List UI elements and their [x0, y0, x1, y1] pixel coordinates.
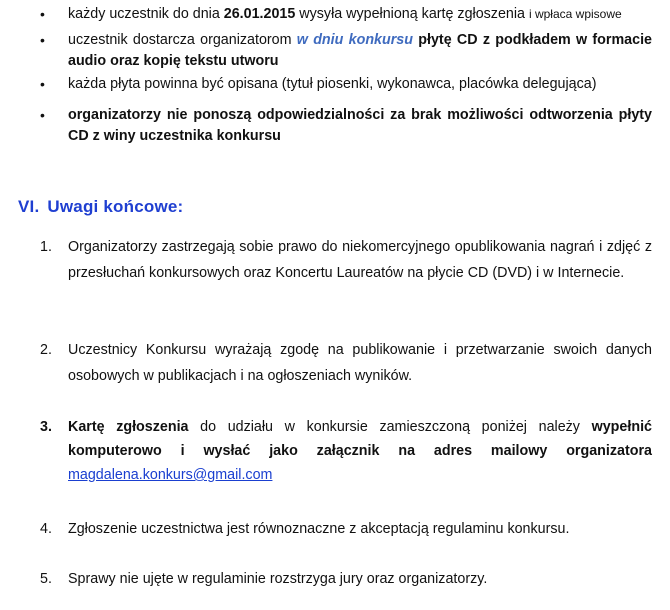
email-link[interactable]: magdalena.konkurs@gmail.com [68, 467, 273, 483]
bullet-item [40, 74, 652, 95]
text-run: płytę CD z podkładem w formacie audio oraz kopię tekstu utworu [68, 32, 653, 69]
text-run: uczestnik dostarcza organizatorom [68, 32, 297, 48]
numbered-item [40, 415, 652, 487]
text-run: każda płyta powinna być opisana (tytuł piosenki, wykonawca, placówka delegująca) [68, 76, 597, 92]
numbered-item [40, 566, 652, 592]
item-text [68, 234, 652, 286]
text-run: Kartę zgłoszenia [68, 419, 189, 435]
item-text [68, 337, 652, 389]
numbered-item [40, 516, 652, 542]
section-heading [18, 197, 183, 217]
item-number: 1. [40, 239, 52, 255]
item-text [68, 415, 652, 487]
text-run: Zgłoszenie uczestnictwa jest równoznaczne z akceptacją regulaminu konkursu. [68, 521, 570, 537]
bullet-item [40, 30, 652, 72]
text-run: Organizatorzy zastrzegają sobie prawo do niekomercyjnego opublikowania nagrań i zdjęć z przesłuchań konkursowych oraz Koncertu Laureatów na płycie CD (DVD) i w Internecie. [68, 239, 652, 281]
numbered-item [40, 337, 652, 389]
bullet-dot-icon: • [40, 32, 45, 48]
text-run: wysyła wypełnioną kartę zgłoszenia [295, 6, 529, 22]
text-run: w dniu konkursu [296, 32, 413, 48]
bullet-item [40, 105, 652, 147]
text-run: Uczestnicy Konkursu wyrażają zgodę na publikowanie i przetwarzanie swoich danych osobowych w publikacjach i na ogłoszeniach wyników. [68, 342, 652, 384]
bullet-dot-icon: • [40, 107, 45, 123]
text-run: i wpłaca wpisowe [528, 7, 622, 21]
bullet-text [68, 107, 652, 144]
item-number: 2. [40, 342, 52, 358]
text-run: Sprawy nie ujęte w regulaminie rozstrzyga jury oraz organizatorzy. [68, 571, 488, 587]
bullet-text [68, 32, 652, 69]
section-title: Uwagi końcowe: [47, 197, 184, 216]
text-run: do udziału w konkursie zamieszczoną poniżej należy [188, 419, 592, 435]
item-number: 3. [40, 419, 52, 435]
text-run: organizatorzy nie ponoszą odpowiedzialności za brak możliwości odtworzenia płyty CD z winy uczestnika konkursu [68, 107, 652, 144]
bullet-dot-icon: • [40, 76, 45, 92]
text-run: wypełnić komputerowo i wysłać jako załącznik na adres mailowy organizatora [68, 419, 652, 459]
item-number: 4. [40, 521, 52, 537]
item-text [68, 516, 652, 542]
text-run: każdy uczestnik do dnia [68, 6, 224, 22]
text-run: 26.01.2015 [223, 6, 296, 22]
section-number: VI. [18, 197, 40, 216]
requirements-bullet-list [40, 0, 652, 147]
bullet-text [68, 76, 597, 92]
bullet-dot-icon: • [40, 6, 45, 22]
bullet-text [68, 6, 622, 22]
item-number: 5. [40, 571, 52, 587]
numbered-item [40, 234, 652, 286]
bullet-item [40, 4, 652, 25]
item-text [68, 566, 652, 592]
